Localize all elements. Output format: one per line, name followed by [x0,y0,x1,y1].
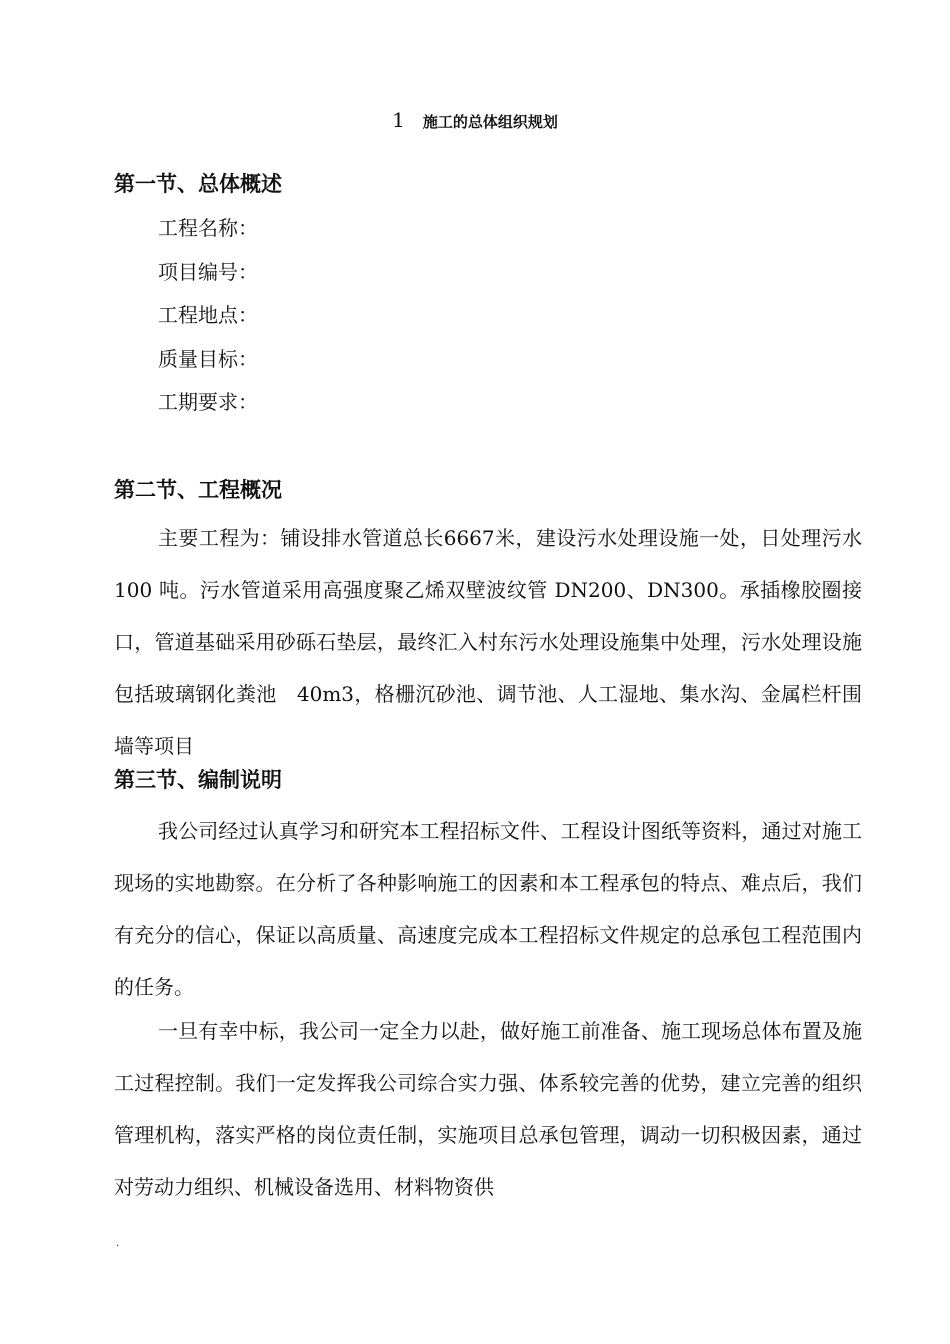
chapter-number: 1 [392,108,405,132]
section-heading-project-overview: 第二节、工程概况 [114,478,282,502]
footer-mark: . [116,1238,120,1249]
compilation-paragraph-1: 我公司经过认真学习和研究本工程招标文件、工程设计图纸等资料，通过对施工现场的实地勘察。在分析了各种影响施工的因素和本工程承包的特点、难点后，我们有充分的信心，保证以高质量、高速度完成本工程招标文件规定的总承包工程范围内的任务。 [114,819,862,999]
field-project-number: 项目编号： [158,260,258,284]
section-heading-compilation-notes: 第三节、编制说明 [114,768,282,792]
field-schedule-requirement: 工期要求： [158,390,258,414]
field-project-name: 工程名称： [158,216,258,240]
compilation-paragraph-2: 一旦有幸中标，我公司一定全力以赴，做好施工前准备、施工现场总体布置及施工过程控制。我们一定发挥我公司综合实力强、体系较完善的优势，建立完善的组织管理机构，落实严格的岗位责任制，实施项目总承包管理，调动一切积极因素，通过对劳动力组织、机械设备选用、材料物资供 [114,1019,862,1199]
chapter-title-text: 施工的总体组织规划 [422,113,558,131]
project-overview-paragraph: 主要工程为：铺设排水管道总长6667米，建设污水处理设施一处，日处理污水 100 吨。污水管道采用高强度聚乙烯双壁波纹管 DN200、DN300。承插橡胶圈接口，管道基础采用砂砾石垫层，最终汇入村东污水处理设施集中处理，污水处理设施包括玻璃钢化粪池 40m3，格栅沉砂池、调节池、人工湿地、集水沟、金属栏杆围墙等项目 [114,526,862,758]
chapter-title [0,108,950,132]
section-heading-overview: 第一节、总体概述 [114,172,282,196]
field-project-location: 工程地点： [158,303,258,327]
field-quality-target: 质量目标： [158,347,258,371]
